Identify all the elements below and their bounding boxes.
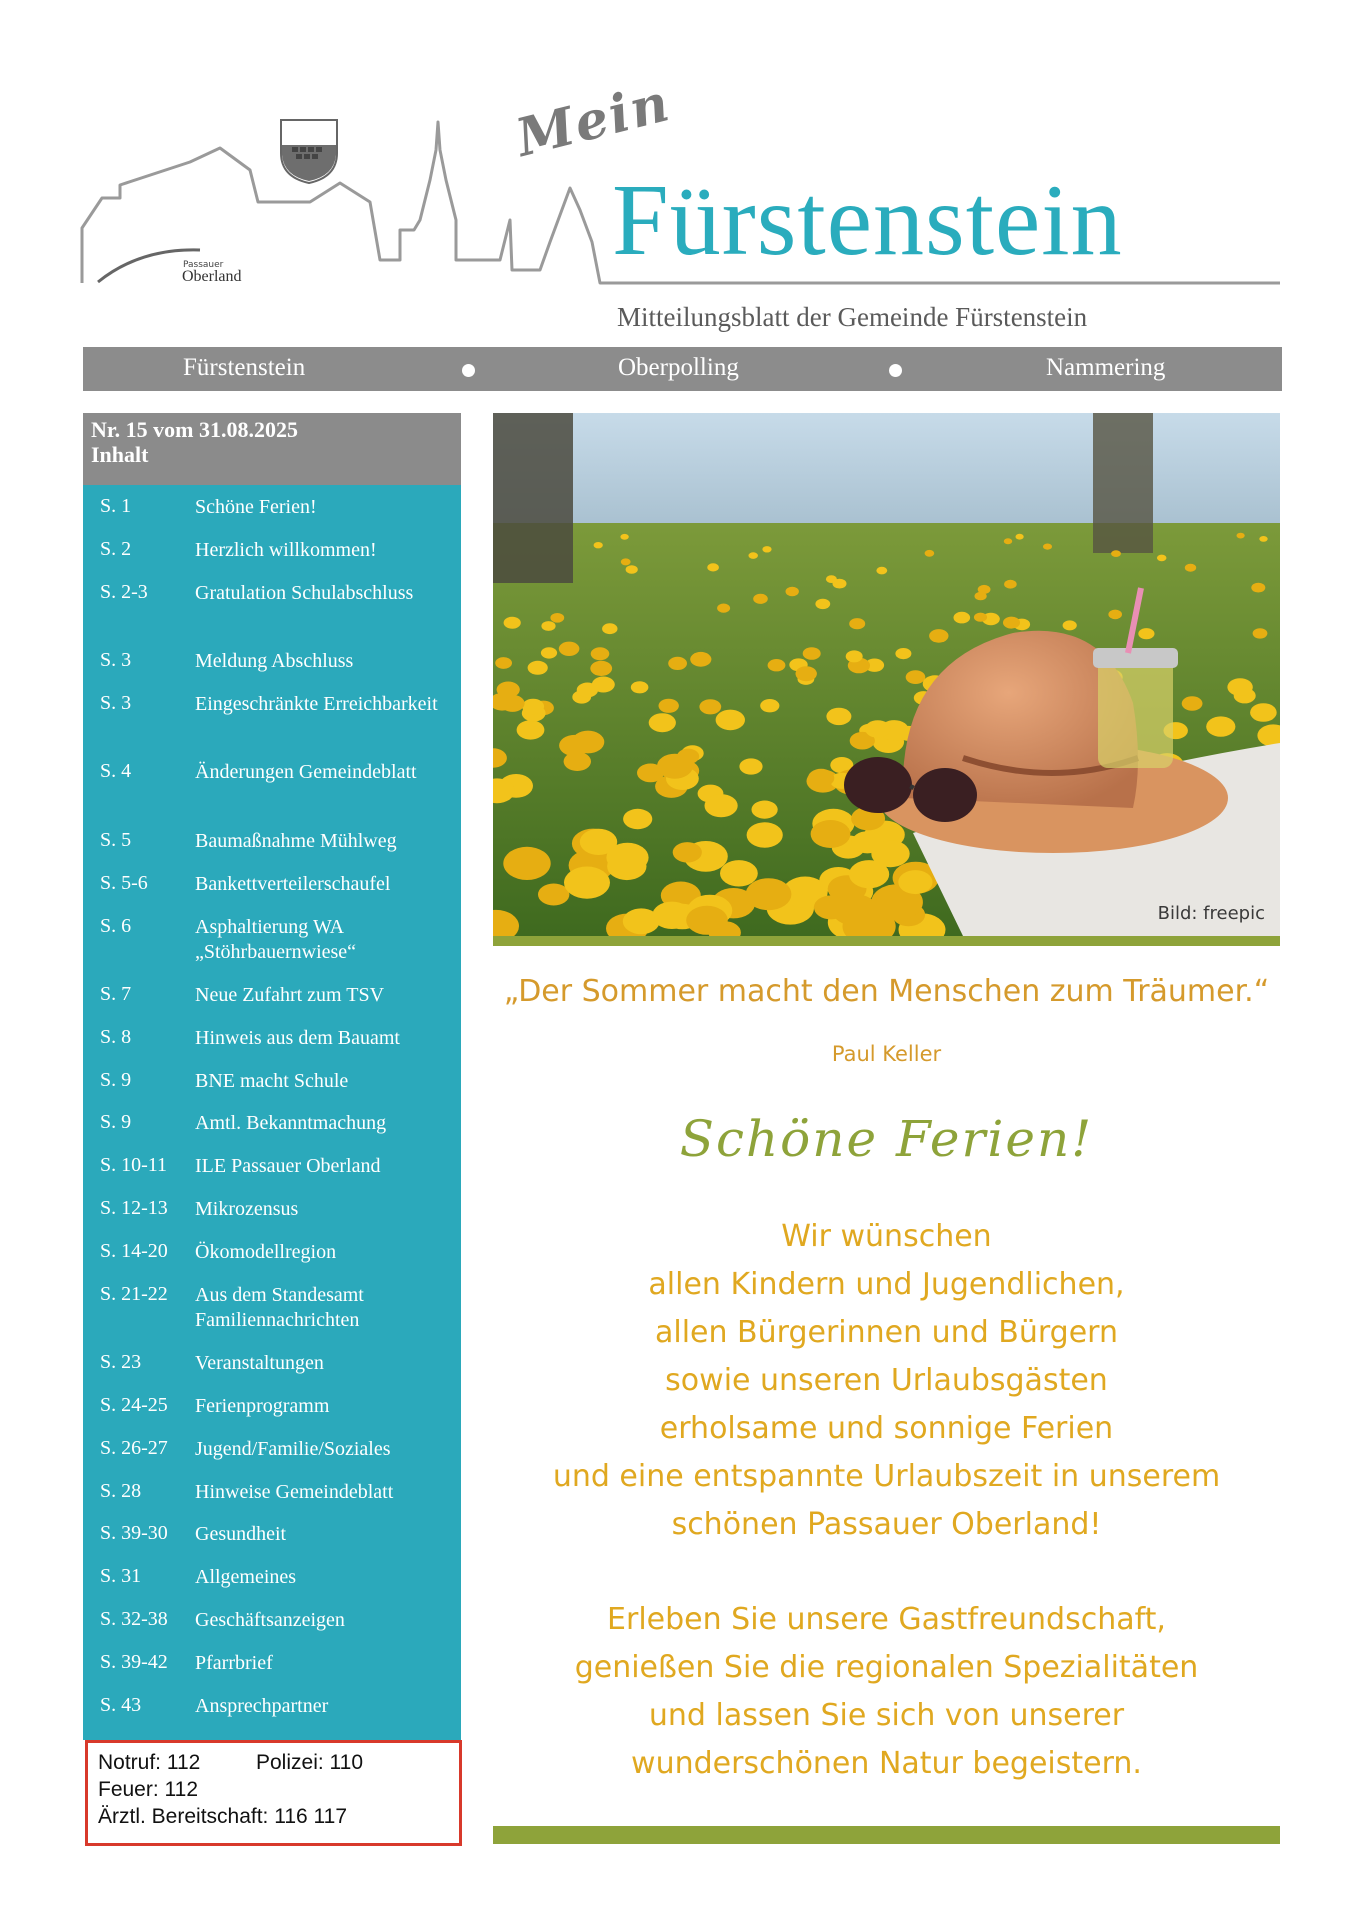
dandelion-flower [752,801,778,819]
dandelion-flower [1182,696,1203,711]
dandelion-flower [803,647,821,660]
emergency-numbers-box [85,1740,462,1846]
toc-page-number: S. 23 [100,1351,142,1374]
toc-page-number: S. 9 [100,1111,132,1134]
emergency-feuer: Feuer: 112 [98,1778,199,1801]
dandelion-flower [1253,628,1268,638]
dandelion-flower [559,642,580,656]
toc-title: Ökomodellregion [195,1240,337,1263]
dandelion-flower [849,618,865,629]
photo-underline-bar [493,936,1280,946]
dandelion-flower [1237,533,1245,539]
quote: „Der Sommer macht den Menschen zum Träumer.“ [503,974,1270,1009]
toc-title: Allgemeines [195,1566,297,1589]
dandelion-flower [686,906,728,935]
toc-title: Mikrozensus [195,1198,299,1220]
dandelion-flower [811,820,851,848]
dandelion-flower [649,713,676,732]
dandelion-flower [657,754,693,779]
wish-line: erholsame und sonnige Ferien [659,1411,1114,1446]
dandelion-flower [550,613,564,623]
toc-page-number: S. 14-20 [100,1239,168,1262]
dandelion-flower [1227,678,1252,696]
nav-item-fuerstenstein: Fürstenstein [183,354,306,381]
dandelion-flower [699,699,721,714]
wish-line: allen Bürgerinnen und Bürgern [655,1315,1118,1350]
toc-page-number: S. 2-3 [100,580,148,603]
closing-line: und lassen Sie sich von unserer [648,1698,1125,1733]
dandelion-flower [1250,703,1277,722]
photo-credit: Bild: freepic [1157,903,1265,924]
toc-title: Gesundheit [195,1523,287,1546]
closing-line: Erleben Sie unsere Gastfreundschaft, [607,1602,1166,1637]
dandelion-flower [832,894,878,926]
toc-title: Amtl. Bekanntmachung [195,1112,387,1135]
dandelion-flower [590,661,612,676]
toc-title: Hinweis aus dem Bauamt [195,1026,400,1049]
dandelion-flower [796,666,817,681]
nav-item-oberpolling: Oberpolling [618,354,739,381]
dandelion-flower [768,659,786,671]
dandelion-flower [528,661,548,675]
dandelion-flower [1043,544,1052,550]
dandelion-flower [739,758,762,774]
dandelion-flower [602,623,617,634]
toc-title: Ansprechpartner [195,1694,329,1717]
toc-title: Neue Zufahrt zum TSV [195,984,385,1006]
toc-title: Hinweise Gemeindeblatt [195,1480,394,1503]
dandelion-flower [906,670,926,684]
issue-number: Nr. 15 vom 31.08.2025 [91,417,298,442]
dandelion-flower [975,592,987,600]
toc-page-number: S. 32-38 [100,1607,168,1630]
toc-page-number: S. 5-6 [100,871,148,894]
dandelion-flower [815,599,830,609]
dandelion-flower [974,613,987,622]
toc-title: BNE macht Schule [195,1069,349,1092]
dandelion-flower [749,552,758,559]
toc-page-number: S. 8 [100,1025,132,1048]
dandelion-flower [594,542,603,548]
toc-title: Asphaltierung WA „Stöhrbauernwiese“ [195,915,357,963]
wish-line: allen Kindern und Jugendlichen, [648,1267,1125,1302]
closing-block [493,1596,1280,1788]
dandelion-flower [564,867,610,899]
dandelion-flower [591,647,610,660]
toc-page-number: S. 43 [100,1693,142,1716]
toc-page-number: S. 10-11 [100,1154,168,1177]
dandelion-flower [849,860,889,888]
wish-line: Wir wünschen [781,1219,992,1254]
dandelion-flower [1251,583,1265,593]
dandelion-flower [623,908,660,934]
dandelion-flower [925,550,935,557]
dandelion-flower [1016,534,1024,540]
toc-title: Ferienprogramm [195,1394,330,1417]
toc-title: Änderungen Gemeindeblatt [195,761,417,784]
toc-page-number: S. 39-42 [100,1650,168,1673]
closing-line: wunderschönen Natur begeistern. [631,1746,1142,1781]
dandelion-flower [631,681,649,693]
toc-page-number: S. 4 [100,760,132,783]
dandelion-flower [1063,620,1077,630]
nav-separator-dot [889,364,902,377]
dandelion-flower [559,735,589,756]
dandelion-flower [929,629,948,643]
toc-page-number: S. 7 [100,983,132,1005]
logo-mein: Mein [510,72,677,169]
dandelion-flower [898,870,932,894]
dandelion-flower [753,594,768,604]
dandelion-flower [1157,555,1167,562]
dandelion-flower [747,822,783,847]
dandelion-flower [1185,564,1196,572]
dandelion-flower [760,699,779,712]
dandelion-flower [517,720,545,739]
toc-page-number: S. 1 [100,495,132,517]
toc-page-number: S. 9 [100,1068,132,1091]
dandelion-flower [690,652,711,667]
closing-line: genießen Sie die regionalen Spezialitäten [574,1650,1199,1685]
dandelion-flower [522,699,544,714]
toc-title: Baumaßnahme Mühlweg [195,829,397,852]
dandelion-flower [746,878,792,910]
emergency-notruf: Notruf: 112 [98,1751,201,1774]
dandelion-flower [826,575,837,583]
dandelion-flower [1108,610,1122,620]
toc-page-number: S. 3 [100,691,132,714]
oberland-label: Oberland [182,268,242,285]
wish-line: und eine entspannte Urlaubszeit in unserem [552,1459,1221,1494]
dandelion-flower [1004,580,1017,589]
toc-page-number: S. 5 [100,828,132,851]
dandelion-flower [541,621,555,631]
quote-author: Paul Keller [831,1042,942,1066]
dandelion-flower [852,831,884,853]
toc-title: Eingeschränkte Erreichbarkeit [195,692,438,715]
dandelion-flower [1003,617,1020,629]
table-of-contents [83,485,461,1740]
dandelion-flower [541,647,557,658]
toc-page-number: S. 3 [100,649,132,672]
dandelion-flower [621,558,631,565]
dandelion-flower [504,617,521,629]
dandelion-flower [720,860,758,886]
dandelion-flower [846,650,863,662]
dandelion-flower [495,657,512,669]
dandelion-flower [808,769,834,787]
dandelion-flower [762,546,771,552]
contents-heading: Inhalt [91,442,149,467]
dandelion-flower [716,710,745,731]
dandelion-flower [876,567,887,575]
toc-page-number: S. 26-27 [100,1436,168,1459]
toc-page-number: S. 12-13 [100,1197,168,1219]
dandelion-flower [826,708,851,725]
emergency-polizei: Polizei: 110 [256,1751,364,1774]
emergency-aerztl-bereitschaft: Ärztl. Bereitschaft: 116 117 [98,1805,348,1828]
coat-of-arms-icon [278,117,340,185]
dandelion-flower [503,847,550,880]
dandelion-flower [865,720,890,738]
toc-title: Jugend/Familie/Soziales [195,1437,391,1460]
greeting-title: Schöne Ferien! [679,1110,1094,1168]
toc-title: Geschäftsanzeigen [195,1608,345,1631]
toc-title: Pfarrbrief [195,1651,273,1674]
toc-title: Bankettverteilerschaufel [195,872,391,895]
toc-page-number: S. 39-30 [100,1522,168,1545]
toc-page-number: S. 31 [100,1565,142,1588]
toc-page-number: S. 2 [100,537,132,560]
toc-title: Gratulation Schulabschluss [195,581,414,604]
dandelion-flower [786,587,799,596]
dandelion-flower [623,809,652,829]
toc-page-number: S. 28 [100,1479,142,1502]
dandelion-flower [1259,536,1267,542]
dandelion-flower [668,657,687,670]
dandelion-flower [1138,628,1154,639]
dandelion-flower [1206,716,1235,736]
issue-header [83,413,461,485]
toc-title: Meldung Abschluss [195,650,354,673]
toc-title: Schöne Ferien! [195,496,317,518]
toc-title: ILE Passauer Oberland [195,1155,381,1178]
dandelion-flower [705,794,738,817]
dandelion-flower [659,699,679,713]
dandelion-flower [592,677,615,693]
toc-page-number: S. 21-22 [100,1282,168,1305]
dandelion-flower [538,884,569,906]
dandelion-flower [895,648,911,659]
dandelion-flower [954,612,971,624]
dandelion-flower [707,563,719,571]
toc-page-number: S. 6 [100,914,132,937]
logo-title: Fürstenstein [612,164,1123,277]
toc-title: Aus dem Standesamt Familiennachrichten [195,1283,364,1331]
toc-title: Herzlich willkommen! [195,538,377,561]
dandelion-flower [626,565,638,574]
wishes-block [493,1213,1280,1549]
dandelion-flower [620,534,628,540]
summer-meadow-photo [493,413,1280,936]
oberland-small-label: Passauer [183,260,224,270]
bottom-accent-bar [493,1826,1280,1844]
nav-item-nammering: Nammering [1046,354,1166,381]
wish-line: schönen Passauer Oberland! [671,1507,1102,1542]
nav-separator-dot [462,364,475,377]
dandelion-flower [717,604,730,613]
toc-title: Veranstaltungen [195,1352,324,1375]
newsletter-subtitle: Mitteilungsblatt der Gemeinde Fürstenstein [617,302,1088,332]
toc-page-number: S. 24-25 [100,1393,168,1416]
dandelion-flower [1004,538,1012,544]
location-bar [83,347,1282,391]
dandelion-flower [1111,550,1121,557]
wish-line: sowie unseren Urlaubsgästen [665,1363,1108,1398]
dandelion-flower [606,843,648,873]
dandelion-flower [673,842,702,862]
